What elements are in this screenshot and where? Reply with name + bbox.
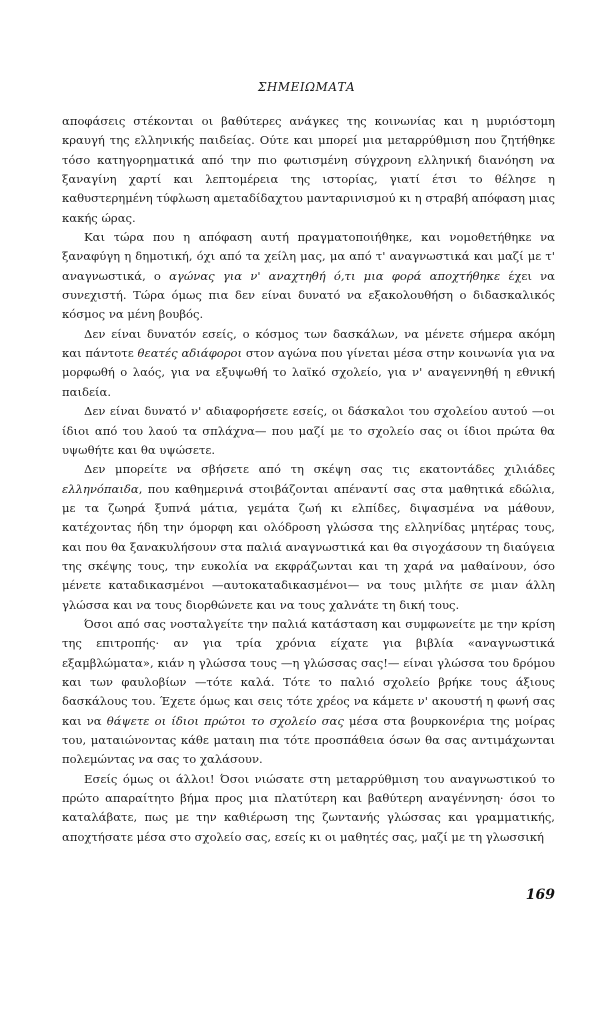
paragraph	[62, 325, 555, 402]
text-run: Εσείς όμως οι άλλοι! Όσοι νιώσατε στη μεταρρύθμιση του αναγνωστικού το πρώτο απαραίτητο βήμα προς μια πλατύτερη και βαθύτερη αναγέννηση· όσοι το καταλάβατε, πως με την καθιέρωση της ζωντανής γλώσσας και γραμματικής, αποχτήσατε μέσα στο σχολείο σας, εσείς κι οι μαθητές σας, μαζί με τη γλωσσική	[62, 771, 555, 844]
text-run: μέσα στα βουρκονέρια της μοίρας του, ματαιώνοντας κάθε ματαιη πια τότε προσπάθεια όσων θα σας αντιμάχωνται πολεμώντας να σας το χαλάσουν.	[62, 713, 555, 767]
paragraph	[62, 770, 555, 847]
paragraph	[62, 228, 555, 325]
body-text	[62, 112, 555, 847]
text-run: Όσοι από σας νοσταλγείτε την παλιά κατάσταση και συμφωνείτε με την κρίση της επιτροπής· αν για τρία χρόνια είχατε για βιβλία «αναγνωστικά εξαμβλώματα», κιάν η γλώσσα τους —η γλώσσας σας!— είναι γλώσσα του δρόμου και των φαυλοβίων —τότε καλά. Τότε το παλιό σχολείο βρήκε τους άξιους δασκάλους του. Έχετε όμως και σεις τότε χρέος να κάμετε ν' ακουστή η φωνή σας και να	[62, 616, 555, 728]
paragraph	[62, 460, 555, 615]
page-number: 169	[525, 887, 555, 903]
text-run: , που καθημερινά στοιβάζονται απέναντί σας στα μαθητικά εδώλια, με τα ζωηρά ξυπνά μάτια, γεμάτα ζωή κι ελπίδες, διψασμένα να μάθουν, κατέχοντας ήδη την όμορφη και ολόδροση γλώσσα της ελληνίδας μητέρας τους, και που θα ξανακυλήσουν στα παλιά αναγνωστικά και θα σιγοχάσουν τη διαύγεια της σκέψης τους, την ευκολία να εκφράζωνται και τη χαρά να μαθαίνουν, όσο μένετε καταδικασμένοι —αυτοκαταδικασμένοι— να τους μιλήτε σε μιαν άλλη γλώσσα και να τους διορθώνετε και να τους χαλνάτε τη δική τους.	[62, 481, 555, 612]
paragraph	[62, 615, 555, 770]
text-run: Δεν μπορείτε να σβήσετε από τη σκέψη σας τις εκατοντάδες χιλιάδες	[84, 462, 555, 477]
text-run: έχει να συνεχιστή. Τώρα όμως πια δεν είναι δυνατό να εξακολουθήση ο διδασκαλικός κόσμος να μένη βουβός.	[62, 268, 555, 322]
paragraph	[62, 402, 555, 460]
emphasis-text: ελληνόπαιδα	[62, 481, 139, 496]
text-run: Δεν είναι δυνατόν εσείς, ο κόσμος των δασκάλων, να μένετε σήμερα ακόμη και πάντοτε	[62, 326, 555, 361]
emphasis-text: αγώνας για ν' αναχτηθή ό,τι μια φορά αποχτήθηκε	[169, 268, 501, 283]
emphasis-text: θεατές αδιάφοροι	[137, 346, 243, 361]
running-header: ΣΗΜΕΙΩΜΑΤΑ	[257, 80, 356, 94]
emphasis-text: θάψετε οι ίδιοι πρώτοι το σχολείο σας	[106, 713, 344, 728]
text-run: Δεν είναι δυνατό ν' αδιαφορήσετε εσείς, οι δάσκαλοι του σχολείου αυτού —οι ίδιοι από του λαού τα σπλάχνα— που μαζί με το σχολείο σας οι ίδιοι πρώτα θα υψωθήτε και θα υψώσετε.	[62, 404, 555, 457]
text-run: αποφάσεις στέκονται οι βαθύτερες ανάγκες της κοινωνίας και η μυριόστομη κραυγή της ελληνικής παιδείας. Ούτε και μπορεί μια μεταρρύθμιση που ζητήθηκε τόσο κατηγορηματικά από την πιο φωτισμένη σύγχρονη ελληνική διανόηση να ξαναγίνη χαρτί και λεπτομέρεια της ιστορίας, γιατί έτσι το θέλησε η καθυστερημένη τύφλωση αμεταδίδαχτου μανταρινισμού κι η στραβή απόφαση μιας κακής ώρας.	[62, 114, 555, 225]
text-run: Και τώρα που η απόφαση αυτή πραγματοποιήθηκε, και νομοθετήθηκε να ξαναφύγη η δημοτική, όχι από τα χείλη μας, μα από τ' αναγνωστικά και μαζί με τ' αναγνωστικά, ο	[62, 230, 555, 283]
text-run: στον αγώνα που γίνεται μέσα στην κοινωνία για να μορφωθή ο λαός, για να εξυψωθή το λαϊκό σχολείο, για ν' αναγεννηθή η εθνική παιδεία.	[62, 346, 555, 399]
paragraph	[62, 112, 555, 228]
